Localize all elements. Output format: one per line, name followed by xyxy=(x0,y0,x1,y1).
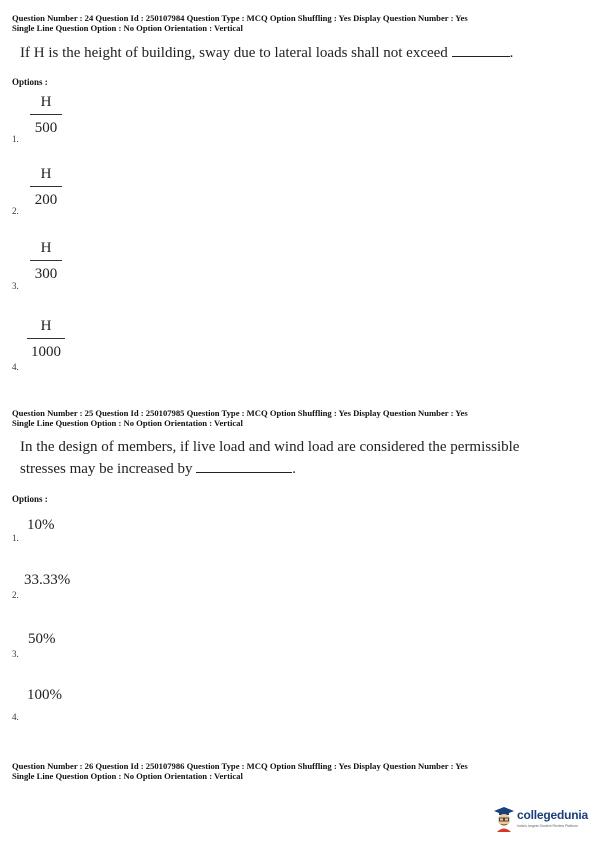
q24-option-1-number: 1. xyxy=(12,134,19,144)
q26-meta-line2: Single Line Question Option : No Option Orientation : Vertical xyxy=(12,770,243,781)
q25-meta-line1: Question Number : 25 Question Id : 250107985 Question Type : MCQ Option Shuffling : Yes Display Question Number : Yes xyxy=(12,408,468,418)
q24-option-2-number: 2. xyxy=(12,206,19,216)
q25-option-3-number: 3. xyxy=(12,649,19,659)
fraction-bar xyxy=(27,338,65,339)
q24-option-3-number: 3. xyxy=(12,281,19,291)
q24-option-1-fraction: H 500 xyxy=(30,92,62,138)
q24-options-label: Options : xyxy=(12,77,48,87)
q26-meta-line1: Question Number : 26 Question Id : 250107986 Question Type : MCQ Option Shuffling : Yes Display Question Number : Yes xyxy=(12,761,468,771)
q24-meta-line1: Question Number : 24 Question Id : 250107984 Question Type : MCQ Option Shuffling : Yes Display Question Number : Yes xyxy=(12,13,468,23)
q24-option-2-fraction: H 200 xyxy=(30,164,62,210)
fraction-bar xyxy=(30,114,62,115)
q24-option-3-fraction: H 300 xyxy=(30,238,62,284)
q24-option-4-number: 4. xyxy=(12,362,19,372)
q25-option-3-value: 50% xyxy=(28,631,56,647)
collegedunia-logo xyxy=(493,804,593,836)
q25-option-4-number: 4. xyxy=(12,712,19,722)
q24-meta xyxy=(12,14,587,33)
fraction-bar xyxy=(30,260,62,261)
q25-option-4-value: 100% xyxy=(27,687,62,703)
q25-option-2-value: 33.33% xyxy=(24,572,71,588)
graduate-mascot-icon xyxy=(493,806,515,832)
answer-blank xyxy=(196,458,292,473)
q25-option-2-number: 2. xyxy=(12,590,19,600)
q25-options-label: Options : xyxy=(12,494,48,504)
q25-meta-line2: Single Line Question Option : No Option Orientation : Vertical xyxy=(12,417,243,428)
q24-option-4-fraction: H 1000 xyxy=(27,316,65,362)
q25-option-1-number: 1. xyxy=(12,533,19,543)
q25-meta xyxy=(12,409,587,428)
logo-tagline: India's largest Student Review Platform xyxy=(517,824,578,828)
q25-question-text: In the design of members, if live load and wind load are considered the permissible stresses may be increased by . xyxy=(20,439,520,477)
q26-meta xyxy=(12,762,587,781)
answer-blank xyxy=(452,42,510,57)
q25-option-1-value: 10% xyxy=(27,517,55,533)
fraction-bar xyxy=(30,186,62,187)
logo-brand-text: collegedunia xyxy=(517,808,588,822)
q24-question-text: If H is the height of building, sway due to lateral loads shall not exceed . xyxy=(20,42,580,64)
q24-meta-line2: Single Line Question Option : No Option Orientation : Vertical xyxy=(12,22,243,33)
